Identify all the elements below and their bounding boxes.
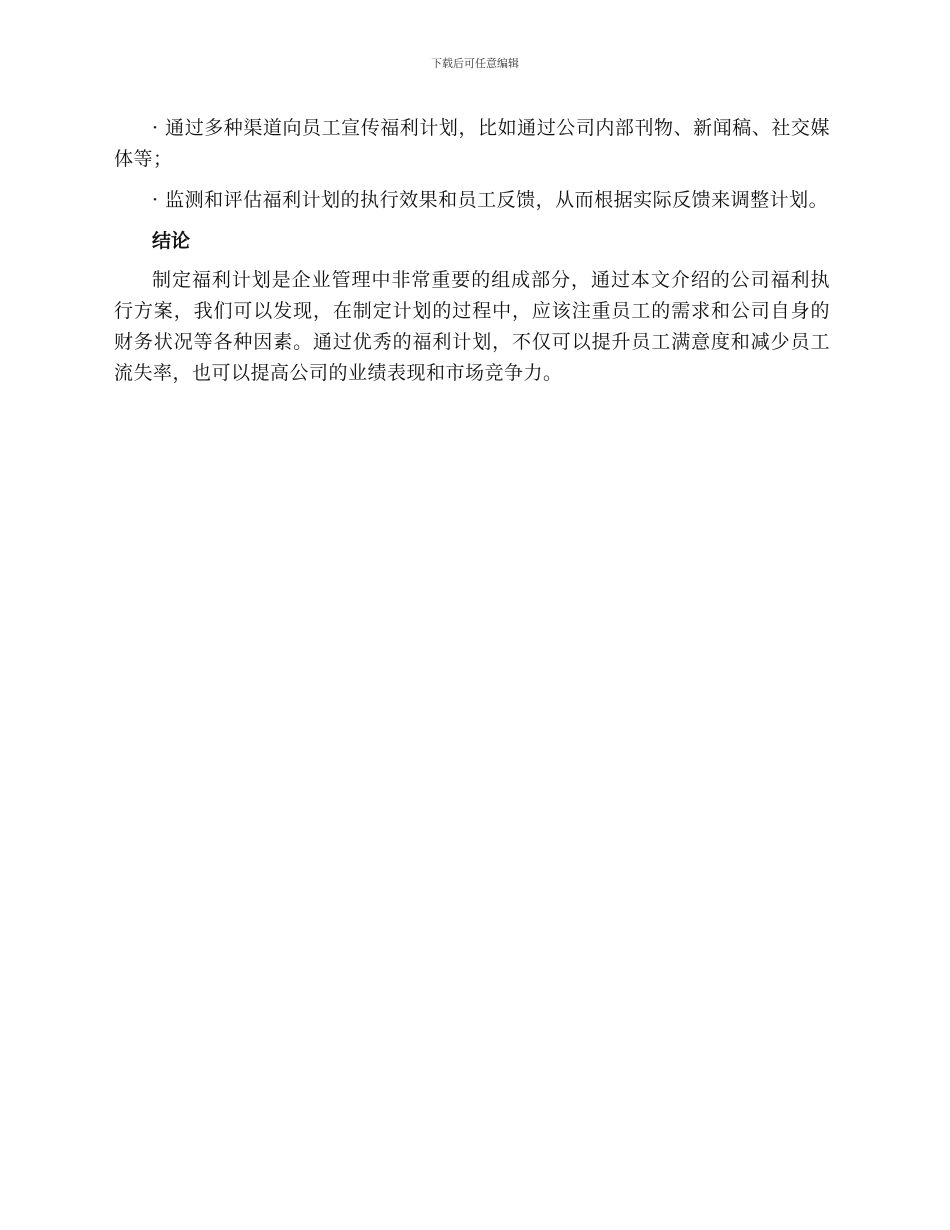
bullet-monitor-evaluate: · 监测和评估福利计划的执行效果和员工反馈，从而根据实际反馈来调整计划。 — [152, 189, 829, 211]
page-header-note: 下载后可任意编辑 — [431, 57, 519, 70]
document-body — [114, 113, 830, 399]
conclusion-heading: 结论 — [152, 230, 191, 252]
bullet-promote-welfare: · 通过多种渠道向员工宣传福利计划，比如通过公司内部刊物、新闻稿、社交媒体等； — [114, 117, 830, 170]
conclusion-paragraph: 制定福利计划是企业管理中非常重要的组成部分，通过本文介绍的公司福利执行方案，我们可以发现，在制定计划的过程中，应该注重员工的需求和公司自身的财务状况等各种因素。通过优秀的福利计划，不仅可以提升员工满意度和减少员工流失率，也可以提高公司的业绩表现和市场竞争力。 — [114, 269, 830, 384]
